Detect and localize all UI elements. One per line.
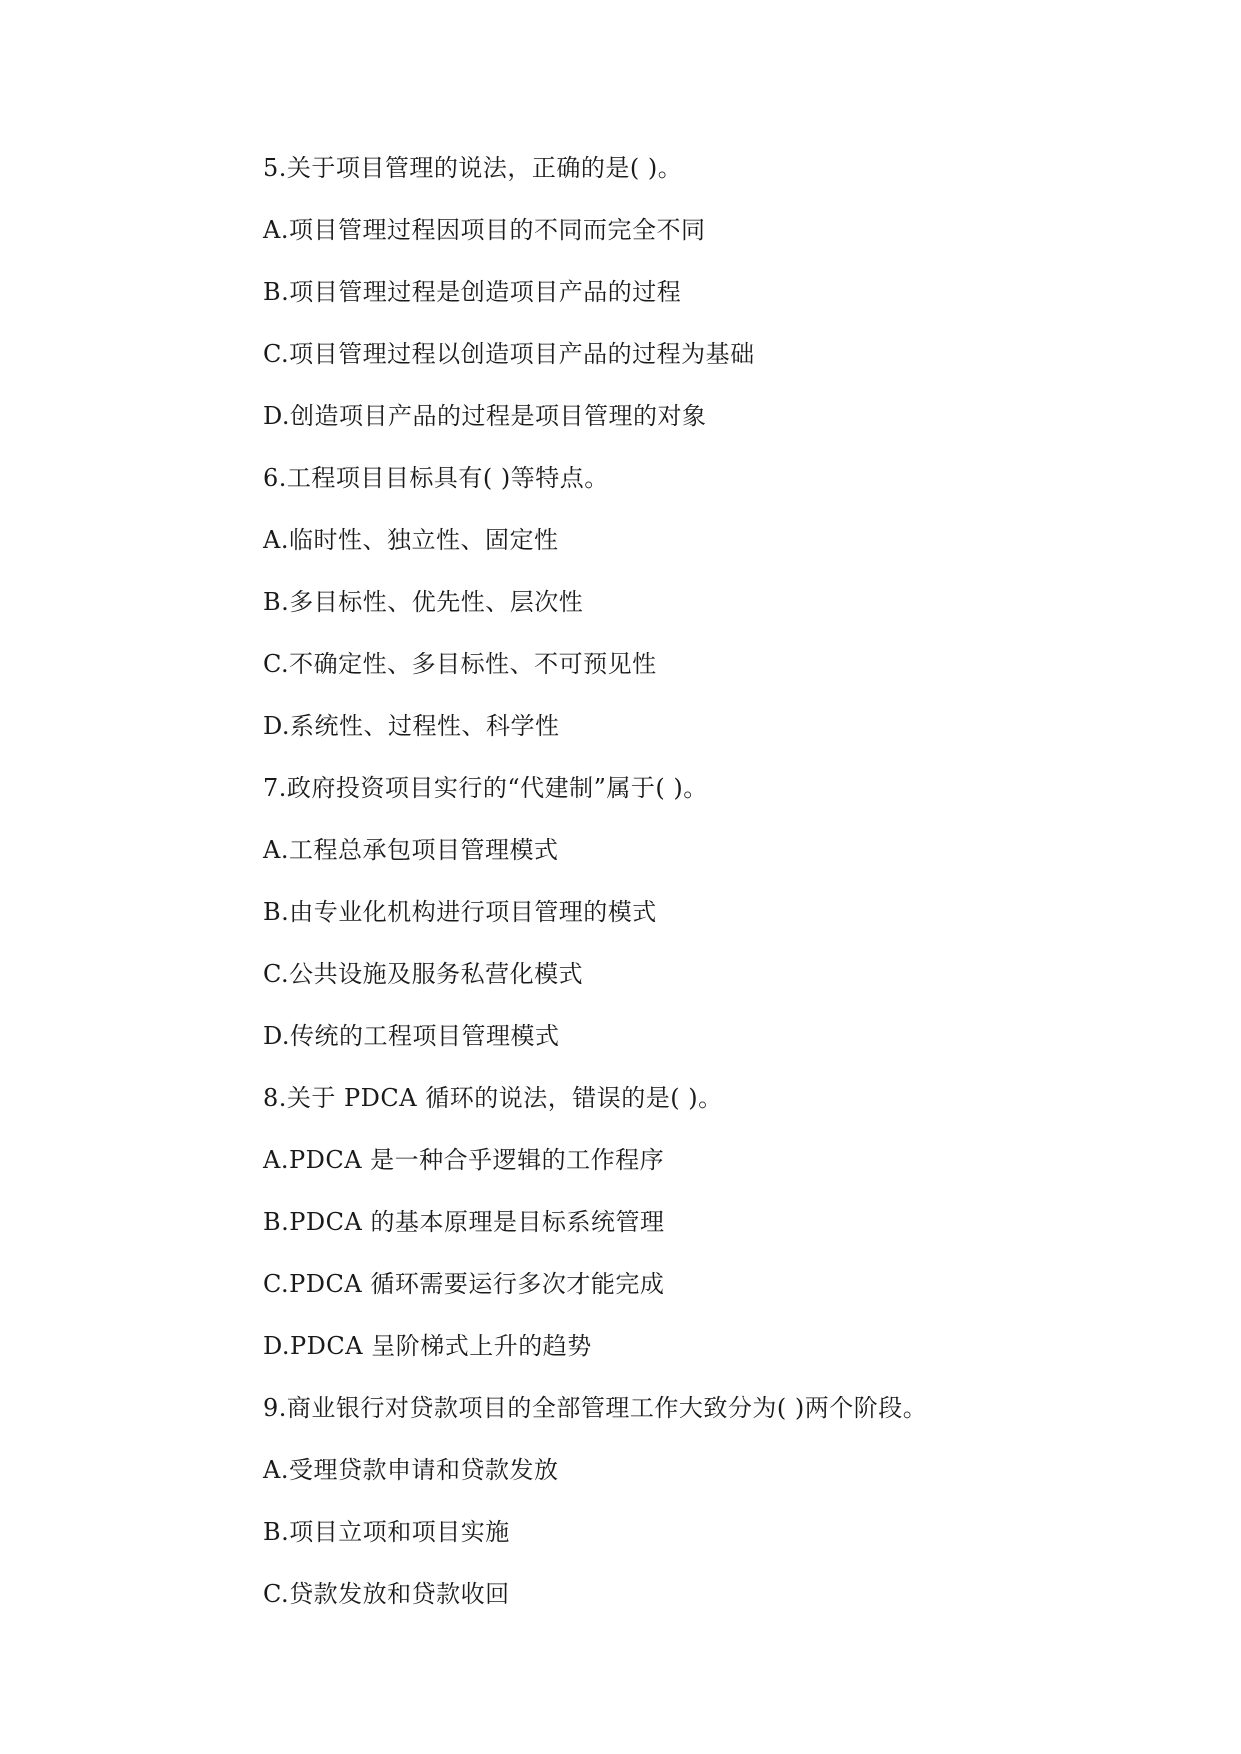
question-6-option-a: A.临时性、独立性、固定性 <box>263 526 559 554</box>
question-5-option-d: D.创造项目产品的过程是项目管理的对象 <box>263 402 707 430</box>
question-7-option-b: B.由专业化机构进行项目管理的模式 <box>263 898 657 926</box>
question-7-stem: 7.政府投资项目实行的“代建制”属于( )。 <box>263 774 708 802</box>
question-9-stem: 9.商业银行对贷款项目的全部管理工作大致分为( )两个阶段。 <box>263 1394 928 1422</box>
question-8-option-c: C.PDCA 循环需要运行多次才能完成 <box>263 1270 665 1298</box>
question-7-option-c: C.公共设施及服务私营化模式 <box>263 960 584 988</box>
question-9-option-b: B.项目立项和项目实施 <box>263 1518 510 1546</box>
question-8-option-d: D.PDCA 呈阶梯式上升的趋势 <box>263 1332 592 1360</box>
question-5-option-c: C.项目管理过程以创造项目产品的过程为基础 <box>263 340 755 368</box>
question-6-stem: 6.工程项目目标具有( )等特点。 <box>263 464 609 492</box>
question-9-option-a: A.受理贷款申请和贷款发放 <box>263 1456 559 1484</box>
question-5-option-b: B.项目管理过程是创造项目产品的过程 <box>263 278 682 306</box>
question-8-option-a: A.PDCA 是一种合乎逻辑的工作程序 <box>263 1146 665 1174</box>
question-list <box>263 142 1163 1630</box>
question-5-option-a: A.项目管理过程因项目的不同而完全不同 <box>263 216 706 244</box>
question-7-option-a: A.工程总承包项目管理模式 <box>263 836 559 864</box>
question-6-option-b: B.多目标性、优先性、层次性 <box>263 588 584 616</box>
question-7-option-d: D.传统的工程项目管理模式 <box>263 1022 560 1050</box>
question-9-option-c: C.贷款发放和贷款收回 <box>263 1580 510 1608</box>
question-8-option-b: B.PDCA 的基本原理是目标系统管理 <box>263 1208 665 1236</box>
question-5-stem: 5.关于项目管理的说法，正确的是( )。 <box>263 154 683 182</box>
question-8-stem: 8.关于 PDCA 循环的说法，错误的是( )。 <box>263 1084 723 1112</box>
question-6-option-d: D.系统性、过程性、科学性 <box>263 712 560 740</box>
question-6-option-c: C.不确定性、多目标性、不可预见性 <box>263 650 657 678</box>
